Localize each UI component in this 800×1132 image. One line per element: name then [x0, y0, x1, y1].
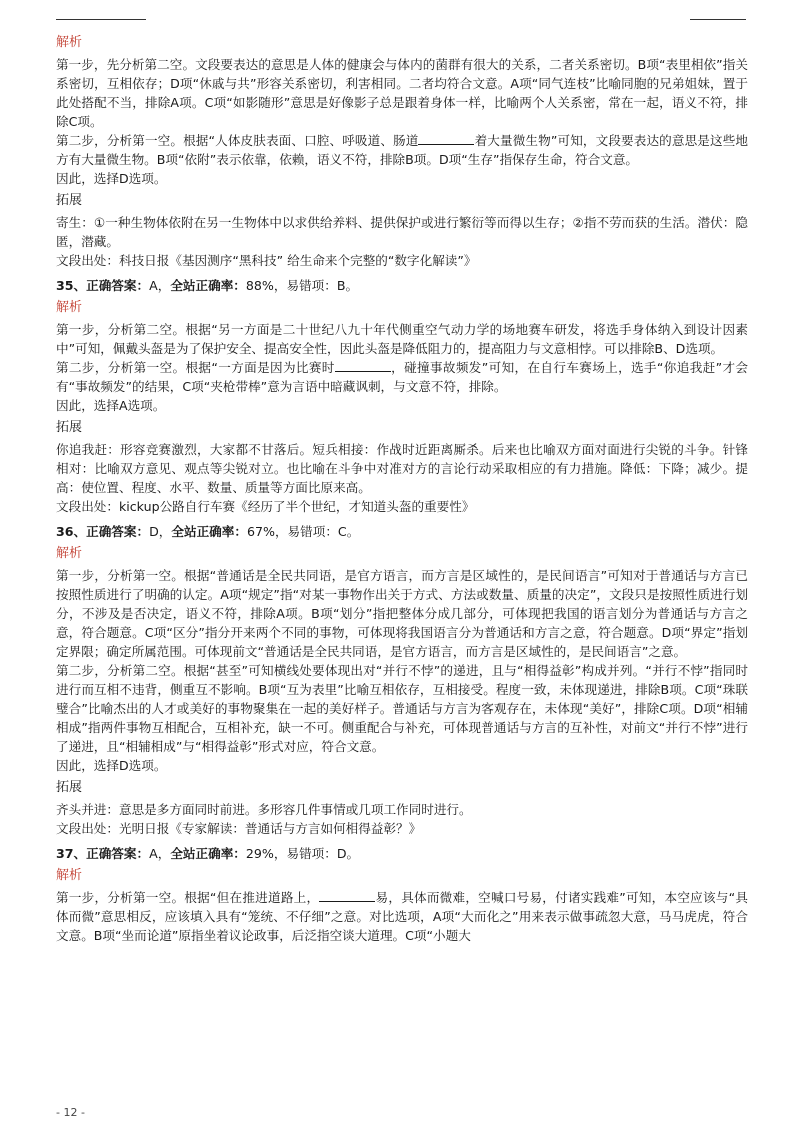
- analysis-heading: 解析: [56, 300, 83, 315]
- page-number: - 12 -: [56, 1106, 85, 1119]
- conclusion-text: 因此，选择A选项。: [56, 398, 166, 413]
- extension-paragraph: 齐头并进：意思是多方面同时前进。多形容几件事情或几项工作同时进行。: [56, 802, 472, 817]
- extension-heading: 拓展: [56, 193, 83, 208]
- source-text: 文段出处：科技日报《基因测序“黑科技” 给生命来个完整的“数字化解读”》: [56, 253, 477, 268]
- conclusion-text: 因此，选择D选项。: [56, 171, 167, 186]
- extension-paragraph: 寄生：①一种生物体依附在另一生物体中以求供给养料、提供保护或进行繁衍等而得以生存；②指不劳而获的生活。潜伏：隐匿，潜藏。: [56, 215, 748, 249]
- analysis-heading: 解析: [56, 868, 83, 883]
- analysis-paragraph: 第一步，分析第一空。根据“普通话是全民共同语，是官方语言，而方言是区域性的，是民间语言”可知对于普通话与方言已按照性质进行了明确的认定。A项“规定”指“对某一事物作出关于方式、方法或数量、质量的决定”，文段只是按照性质进行划分，不涉及是否决定，语义不符，排除A项。B项“划分”指把整体分成几部分，可体现把我国的语言划分为普通话与方言之意，符合题意。C项“区分”指分开来两个不同的事物，可体现将我国语言分为普通话和方言之意，符合题意。D项“界定”指划定界限；确定所属范围。可体现前文“普通话是全民共同语，是官方语言，而方言是区域性的，是民间语言”之意。: [56, 568, 748, 659]
- analysis-paragraph: 第二步，分析第二空。根据“甚至”可知横线处要体现出对“并行不悖”的递进，且与“相得益彰”构成并列。“并行不悖”指同时进行而互相不违背，侧重互不影响。B项“互为表里”比喻互相依存，互相接受。程度一致，未体现递进，排除B项。C项“珠联璧合”比喻杰出的人才或美好的事物聚集在一起的美好样子。普通话与方言为客观存在，未体现“美好”，排除C项。D项“相辅相成”指两件事物互相配合，互相补充，缺一不可。侧重配合与补充，可体现普通话与方言的互补性，对前文“并行不悖”进行了递进，且“相辅相成”与“相得益彰”形式对应，符合文意。: [56, 663, 748, 754]
- answer-line-37: 37、正确答案：A，全站正确率：29%，易错项：D。: [56, 846, 360, 861]
- analysis-paragraph: 第一步，分析第二空。根据“另一方面是二十世纪八九十年代侧重空气动力学的场地赛车研发，将选手身体纳入到设计因素中”可知，佩戴头盔是为了保护安全、提高安全性，因此头盔是降低阻力的，提高阻力与文意相悖。可以排除B、D选项。: [56, 322, 748, 356]
- extension-heading: 拓展: [56, 420, 83, 435]
- answer-line-36: 36、正确答案：D，全站正确率：67%，易错项：C。: [56, 524, 360, 539]
- analysis-paragraph: 第二步，分析第一空。根据“一方面是因为比赛时 ，碰撞事故频发”可知，在自行车赛场上，选手“你追我赶”才会有“事故频发”的结果，C项“夹枪带棒”意为言语中暗藏讽刺，与文意不符，排除。: [56, 360, 749, 394]
- analysis-paragraph: 第二步，分析第一空。根据“人体皮肤表面、口腔、呼吸道、肠道 着大量微生物”可知，文段要表达的意思是这些地方有大量微生物。B项“依附”表示依靠，依赖，语义不符，排除B项。D项“生存”指保存生命，符合文意。: [56, 133, 748, 167]
- source-text: 文段出处：光明日报《专家解读：普通话与方言如何相得益彰？》: [56, 821, 422, 836]
- page-content: [56, 30, 748, 945]
- fill-blank: [319, 889, 375, 902]
- analysis-paragraph: 第一步，先分析第二空。文段要表达的意思是人体的健康会与体内的菌群有很大的关系，二者关系密切。B项“表里相依”指关系密切，互相依存；D项“休戚与共”形容关系密切，利害相同。二者均符合文意。A项“同气连枝”比喻同胞的兄弟姐妹，置于此处搭配不当，排除A项。C项“如影随形”意思是好像影子总是跟着身体一样，比喻两个人关系密，常在一起，语义不符，排除C项。: [56, 57, 748, 129]
- fill-blank: [335, 359, 391, 372]
- extension-paragraph: 你追我赶：形容竞赛激烈，大家都不甘落后。短兵相接：作战时近距离厮杀。后来也比喻双方面对面进行尖锐的斗争。针锋相对：比喻双方意见、观点等尖锐对立。也比喻在斗争中对准对方的言论行动采取相应的有力措施。降低：下降；减少。提高：使位置、程度、水平、数量、质量等方面比原来高。: [56, 442, 748, 495]
- analysis-heading: 解析: [56, 35, 83, 50]
- answer-line-35: 35、正确答案：A，全站正确率：88%，易错项：B。: [56, 278, 359, 293]
- analysis-heading: 解析: [56, 546, 83, 561]
- header-rule-right: [690, 19, 746, 20]
- extension-heading: 拓展: [56, 780, 83, 795]
- analysis-paragraph: 第一步，分析第一空。根据“但在推进道路上， 易，具体而微难，空喊口号易，付诸实践难”可知，本空应该与“具体而微”意思相反，应该填入具有“笼统、不仔细”之意。对比选项，A项“大而化之”用来表示做事疏忽大意，马马虎虎，符合文意。B项“坐而论道”原指坐着议论政事，后泛指空谈大道理。C项“小题大: [56, 890, 748, 943]
- header-rule-left: [56, 19, 146, 20]
- conclusion-text: 因此，选择D选项。: [56, 758, 167, 773]
- source-text: 文段出处：kickup公路自行车赛《经历了半个世纪，才知道头盔的重要性》: [56, 499, 475, 514]
- fill-blank: [418, 132, 474, 145]
